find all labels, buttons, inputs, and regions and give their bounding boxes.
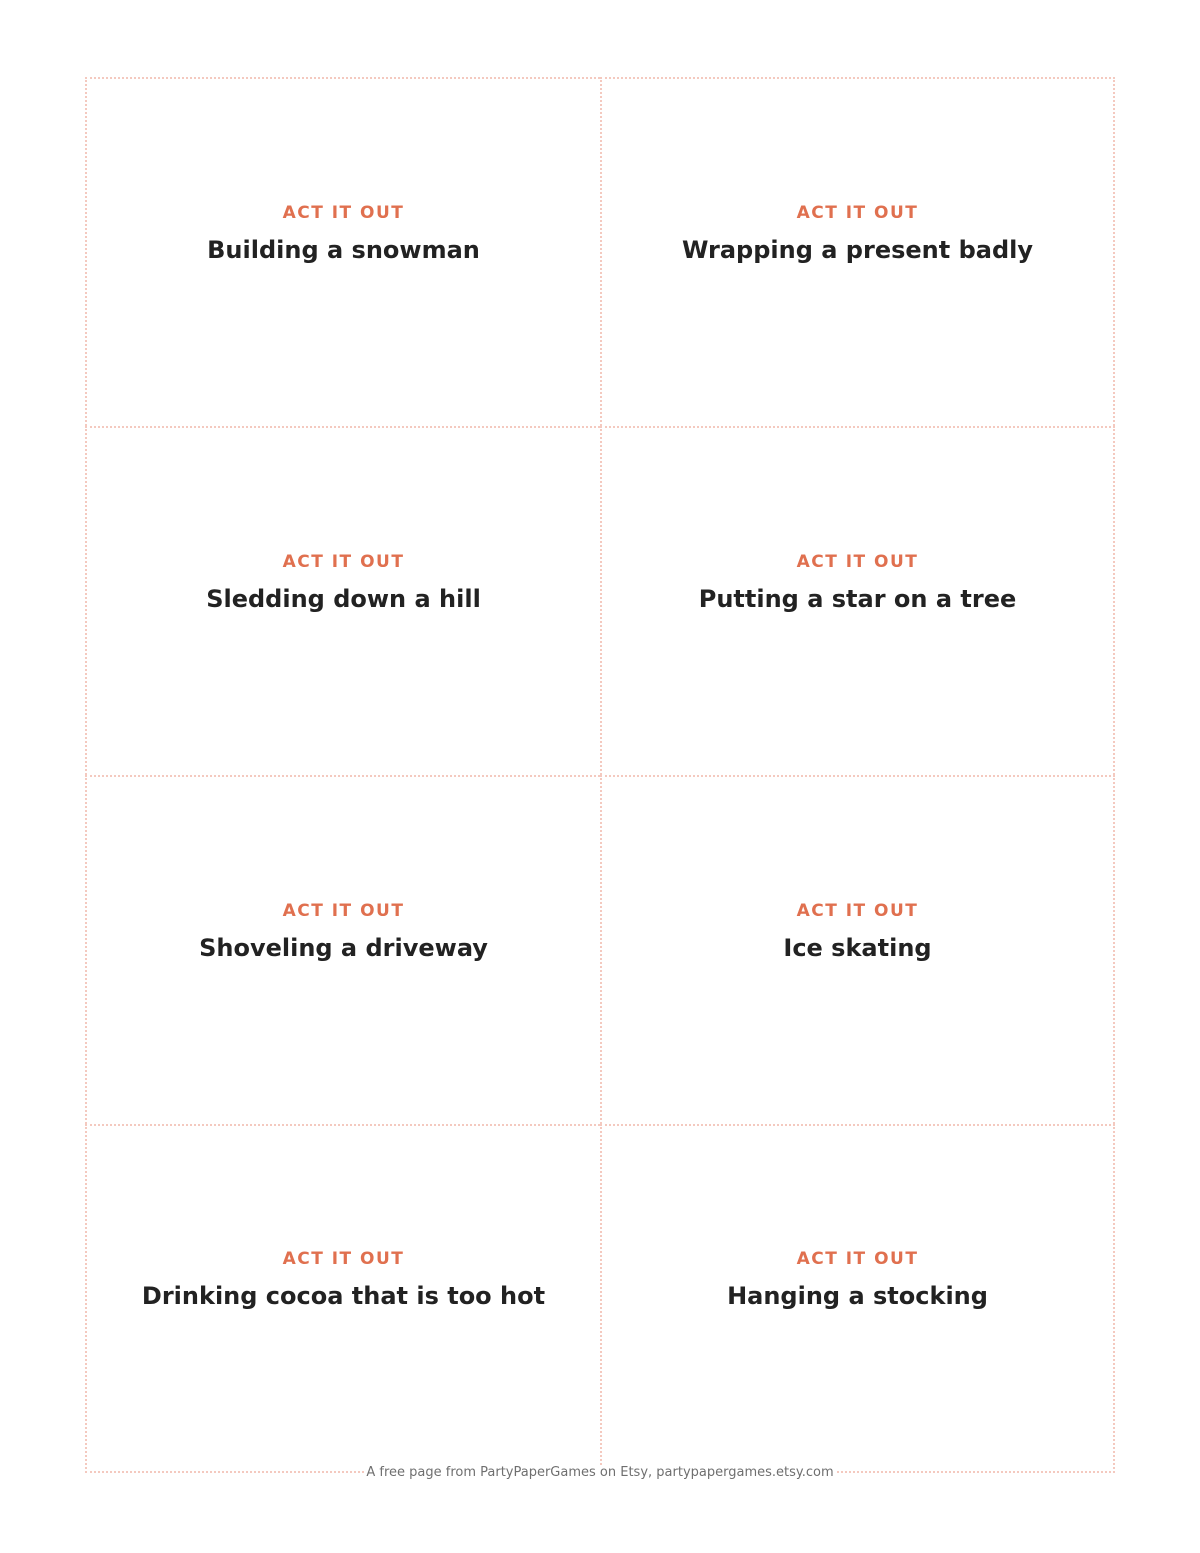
card-label: ACT IT OUT bbox=[282, 551, 405, 572]
card-content bbox=[207, 203, 480, 265]
card bbox=[85, 775, 600, 1124]
card-label: ACT IT OUT bbox=[796, 551, 919, 572]
card-content bbox=[206, 552, 481, 614]
card-prompt: Ice skating bbox=[783, 933, 932, 962]
card bbox=[600, 775, 1115, 1124]
card-label: ACT IT OUT bbox=[796, 900, 919, 921]
card-prompt: Sledding down a hill bbox=[206, 584, 481, 613]
card-content bbox=[682, 203, 1033, 265]
card bbox=[600, 1124, 1115, 1473]
card-label: ACT IT OUT bbox=[282, 900, 405, 921]
card-label: ACT IT OUT bbox=[282, 1248, 405, 1269]
card bbox=[600, 77, 1115, 426]
card-content bbox=[727, 1249, 988, 1311]
card-label: ACT IT OUT bbox=[282, 202, 405, 223]
card-prompt: Putting a star on a tree bbox=[698, 584, 1017, 613]
footer-credit-text: A free page from PartyPaperGames on Etsy, partypapergames.etsy.com bbox=[366, 1465, 834, 1480]
card-prompt: Hanging a stocking bbox=[727, 1281, 988, 1310]
card bbox=[600, 426, 1115, 775]
card-label: ACT IT OUT bbox=[796, 202, 919, 223]
card-label: ACT IT OUT bbox=[796, 1248, 919, 1269]
card-sheet bbox=[85, 77, 1115, 1473]
card-content bbox=[783, 901, 931, 963]
card bbox=[85, 426, 600, 775]
card-prompt: Wrapping a present badly bbox=[681, 235, 1034, 264]
card-grid bbox=[85, 77, 1115, 1473]
card-content bbox=[142, 1249, 545, 1311]
card-prompt: Building a snowman bbox=[207, 235, 480, 264]
page-footer bbox=[0, 1464, 1200, 1482]
card-prompt: Shoveling a driveway bbox=[199, 933, 488, 962]
card bbox=[85, 77, 600, 426]
card bbox=[85, 1124, 600, 1473]
card-prompt: Drinking cocoa that is too hot bbox=[141, 1281, 546, 1310]
card-content bbox=[199, 901, 488, 963]
card-content bbox=[699, 552, 1017, 614]
